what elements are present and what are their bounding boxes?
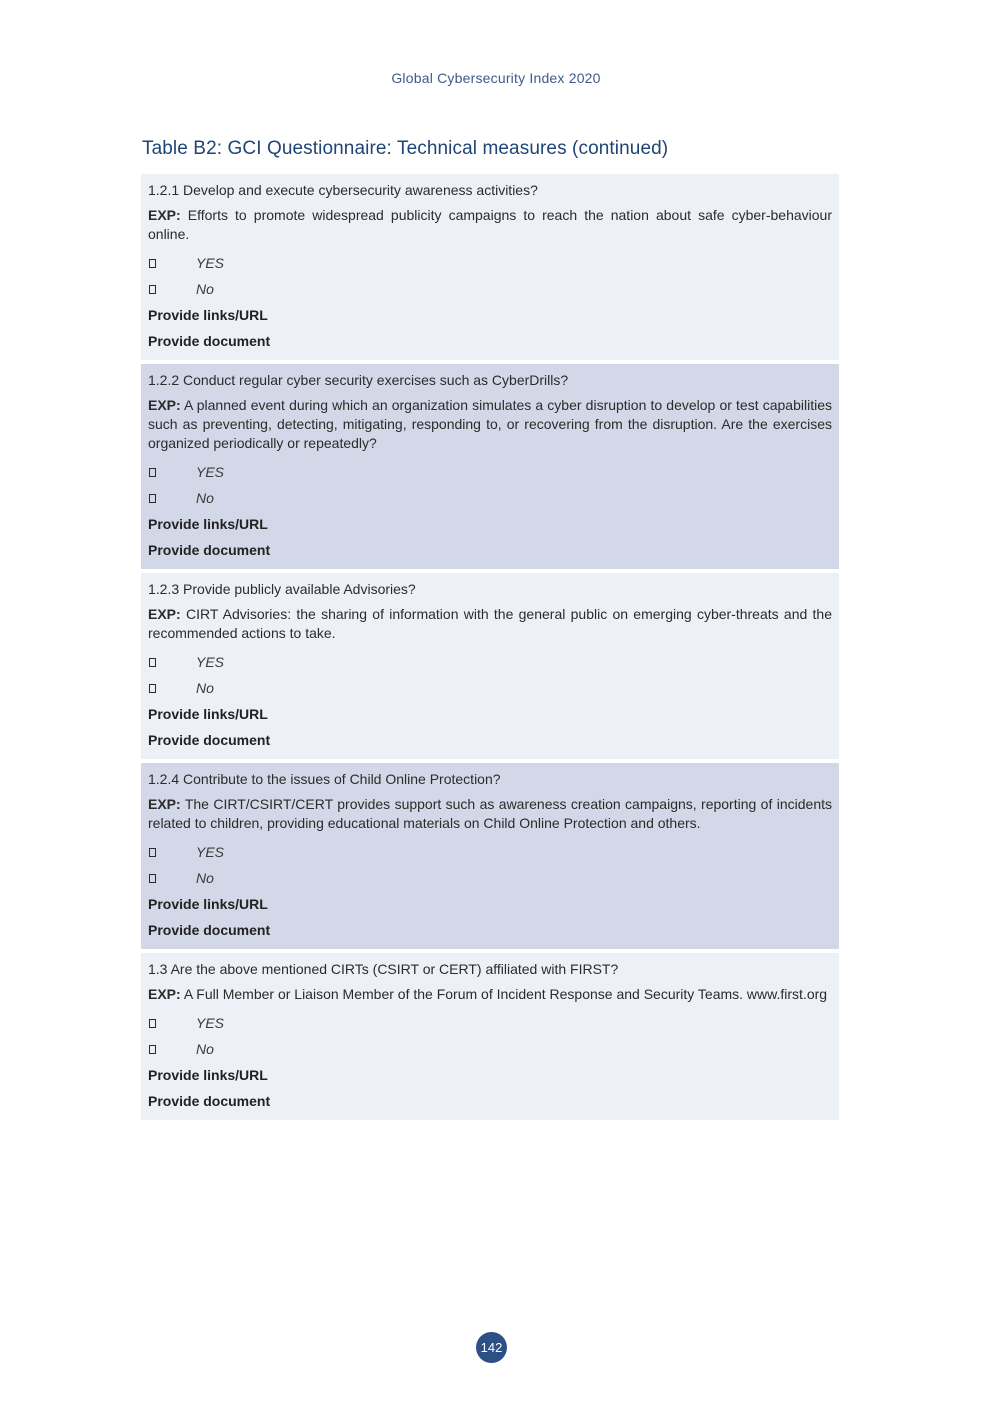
checkbox-icon[interactable] — [149, 1045, 156, 1054]
provide-links-label: Provide links/URL — [148, 896, 268, 912]
question-title: 1.3 Are the above mentioned CIRTs (CSIRT or CERT) affiliated with FIRST? — [148, 961, 619, 977]
option-yes[interactable] — [148, 1010, 832, 1036]
option-no[interactable] — [148, 485, 832, 511]
question-block-1-2-3 — [141, 573, 839, 759]
option-no[interactable] — [148, 276, 832, 302]
exp-label: EXP: — [148, 606, 181, 622]
exp-label: EXP: — [148, 397, 181, 413]
question-block-1-3 — [141, 953, 839, 1120]
option-label: YES — [196, 255, 225, 271]
option-yes[interactable] — [148, 459, 832, 485]
exp-text: A Full Member or Liaison Member of the Forum of Incident Response and Security Teams. www.first.org — [183, 986, 828, 1002]
provide-document-label: Provide document — [148, 1093, 271, 1109]
option-label: No — [196, 680, 214, 696]
exp-label: EXP: — [148, 986, 181, 1002]
option-label: YES — [196, 464, 225, 480]
exp-text: The CIRT/CSIRT/CERT provides support such as awareness creation campaigns, reporting of incidents related to children, providing educational materials on Child Online Protection and others. — [148, 796, 832, 831]
provide-links-label: Provide links/URL — [148, 307, 268, 323]
provide-links-label: Provide links/URL — [148, 516, 268, 532]
option-label: No — [196, 1041, 214, 1057]
checkbox-icon[interactable] — [149, 494, 156, 503]
question-block-1-2-2 — [141, 364, 839, 569]
provide-document-label: Provide document — [148, 732, 271, 748]
checkbox-icon[interactable] — [149, 1019, 156, 1028]
question-explanation — [148, 605, 832, 643]
running-header: Global Cybersecurity Index 2020 — [391, 70, 601, 86]
checkbox-icon[interactable] — [149, 874, 156, 883]
exp-text: CIRT Advisories: the sharing of information with the general public on emerging cyber-threats and the recommended actions to take. — [148, 606, 833, 641]
option-yes[interactable] — [148, 649, 832, 675]
provide-document-label: Provide document — [148, 333, 271, 349]
checkbox-icon[interactable] — [149, 468, 156, 477]
question-block-1-2-1 — [141, 174, 839, 360]
checkbox-icon[interactable] — [149, 285, 156, 294]
question-title: 1.2.2 Conduct regular cyber security exercises such as CyberDrills? — [148, 372, 569, 388]
option-label: YES — [196, 654, 225, 670]
option-no[interactable] — [148, 675, 832, 701]
question-explanation — [148, 985, 832, 1004]
question-title: 1.2.3 Provide publicly available Advisories? — [148, 581, 416, 597]
question-title: 1.2.1 Develop and execute cybersecurity awareness activities? — [148, 182, 538, 198]
exp-text: Efforts to promote widespread publicity campaigns to reach the nation about safe cyber-behaviour online. — [148, 207, 832, 242]
provide-document-label: Provide document — [148, 922, 271, 938]
option-yes[interactable] — [148, 250, 832, 276]
option-yes[interactable] — [148, 839, 832, 865]
question-explanation — [148, 396, 832, 453]
question-block-1-2-4 — [141, 763, 839, 949]
provide-links-label: Provide links/URL — [148, 706, 268, 722]
page-number-badge: 142 — [476, 1332, 507, 1363]
option-no[interactable] — [148, 865, 832, 891]
provide-document-label: Provide document — [148, 542, 271, 558]
table-title: Table B2: GCI Questionnaire: Technical measures (continued) — [142, 138, 669, 159]
provide-links-label: Provide links/URL — [148, 1067, 268, 1083]
question-explanation — [148, 795, 832, 833]
question-title: 1.2.4 Contribute to the issues of Child Online Protection? — [148, 771, 501, 787]
exp-label: EXP: — [148, 796, 181, 812]
questionnaire-table — [141, 174, 839, 1124]
option-label: YES — [196, 844, 225, 860]
checkbox-icon[interactable] — [149, 259, 156, 268]
checkbox-icon[interactable] — [149, 684, 156, 693]
option-label: No — [196, 490, 214, 506]
checkbox-icon[interactable] — [149, 658, 156, 667]
option-label: No — [196, 281, 214, 297]
option-no[interactable] — [148, 1036, 832, 1062]
option-label: No — [196, 870, 214, 886]
exp-text: A planned event during which an organization simulates a cyber disruption to develop or test capabilities such as preventing, detecting, mitigating, responding to, or recovering from the disruption. Are the exercises organized periodically or repeatedly? — [148, 397, 832, 451]
option-label: YES — [196, 1015, 225, 1031]
checkbox-icon[interactable] — [149, 848, 156, 857]
question-explanation — [148, 206, 832, 244]
exp-label: EXP: — [148, 207, 181, 223]
